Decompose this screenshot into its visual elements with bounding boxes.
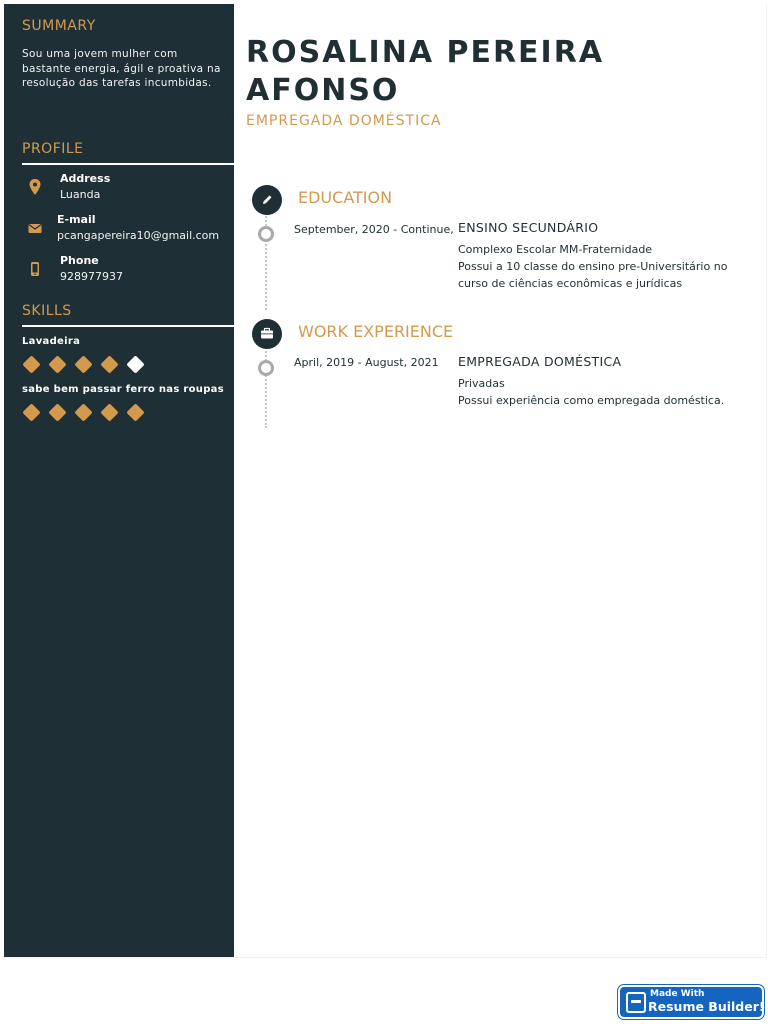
profile-email — [22, 213, 234, 247]
skill-level-filled — [100, 355, 118, 373]
skill-level-filled — [74, 355, 92, 373]
education-description: Possui a 10 classe do ensino pre-Universitário no curso de ciências econômicas e jurídicas — [458, 260, 728, 290]
resume-builder-logo-icon — [626, 992, 646, 1013]
envelope-icon — [28, 220, 42, 236]
education-institution: Complexo Escolar MM-Fraternidade — [458, 243, 653, 256]
email-label: E-mail — [57, 213, 96, 226]
location-pin-icon — [28, 179, 42, 195]
profile-divider — [22, 163, 234, 165]
education-title: ENSINO SECUNDÁRIO — [458, 220, 599, 235]
profile-address — [22, 172, 234, 206]
work-description: Possui experiência como empregada doméstica. — [458, 394, 725, 407]
work-employer: Privadas — [458, 377, 505, 390]
phone-value: 928977937 — [60, 270, 123, 283]
skill-level-filled — [22, 403, 40, 421]
skill-name: sabe bem passar ferro nas roupas — [22, 384, 224, 395]
profile-phone — [22, 254, 234, 288]
badge-line2: Resume Builder! — [648, 999, 765, 1014]
work-date: April, 2019 - August, 2021 — [294, 356, 439, 369]
education-timeline-line — [265, 200, 267, 310]
work-timeline-line — [265, 336, 267, 428]
timeline-marker — [258, 360, 274, 376]
address-label: Address — [60, 172, 111, 185]
skill-level-filled — [48, 403, 66, 421]
skills-heading: SKILLS — [22, 303, 72, 319]
profile-heading: PROFILE — [22, 141, 84, 157]
skill-rating — [22, 355, 162, 373]
pencil-icon — [252, 185, 282, 215]
job-title: EMPREGADA DOMÉSTICA — [246, 113, 442, 129]
summary-text: Sou uma jovem mulher com bastante energia, ágil e proativa na resolução das tarefas incumbidas. — [22, 48, 221, 89]
education-section-icon — [252, 185, 282, 215]
skill-level-filled — [100, 403, 118, 421]
summary-heading: SUMMARY — [22, 18, 96, 34]
mobile-phone-icon — [28, 261, 42, 277]
work-heading: WORK EXPERIENCE — [298, 322, 454, 341]
phone-label: Phone — [60, 254, 99, 267]
badge-line1: Made With — [650, 989, 705, 999]
skill-level-filled — [22, 355, 40, 373]
skill-rating — [22, 403, 162, 421]
skill-name: Lavadeira — [22, 336, 81, 347]
work-title: EMPREGADA DOMÉSTICA — [458, 354, 622, 369]
skill-level-filled — [126, 403, 144, 421]
timeline-marker — [258, 226, 274, 242]
made-with-resume-builder-badge[interactable] — [618, 985, 764, 1019]
briefcase-icon — [252, 319, 282, 349]
skill-level-filled — [48, 355, 66, 373]
skill-level-filled — [74, 403, 92, 421]
education-heading: EDUCATION — [298, 188, 393, 207]
candidate-name: ROSALINA PEREIRA AFONSO — [246, 35, 605, 108]
email-value[interactable]: pcangapereira10@gmail.com — [57, 229, 220, 242]
skill-level-empty — [126, 355, 144, 373]
address-value: Luanda — [60, 188, 101, 201]
work-section-icon — [252, 319, 282, 349]
education-date: September, 2020 - Continue, — [294, 223, 454, 236]
sidebar — [4, 4, 234, 957]
skills-divider — [22, 325, 234, 327]
